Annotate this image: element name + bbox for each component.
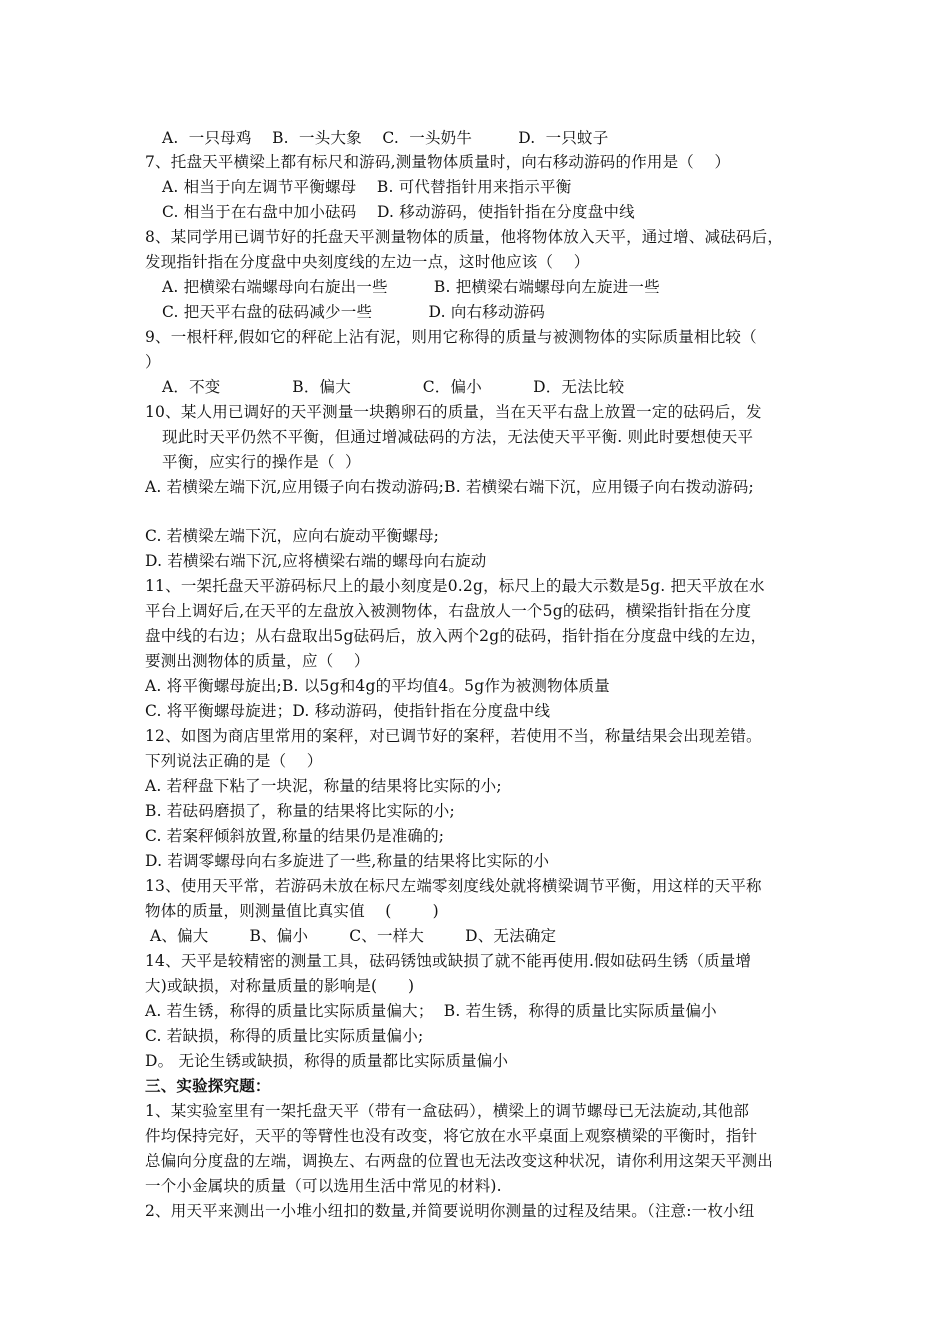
q6-options: A. 一只母鸡 B. 一头大象 C. 一头奶牛 D. 一只蚊子 <box>162 129 609 147</box>
q10-stem-line3: 平衡，应实行的操作是（ ） <box>162 453 361 471</box>
q11-stem-line2: 平台上调好后,在天平的左盘放入被测物体，右盘放人一个5g的砝码，横梁指针指在分度 <box>145 602 752 620</box>
q9-stem-line2: ） <box>145 353 161 371</box>
q7-options-ab: A. 相当于向左调节平衡螺母 B. 可代替指针用来指示平衡 <box>162 178 572 196</box>
q13-stem-line2: 物体的质量，则测量值比真实值 ( ) <box>145 902 439 920</box>
q14-stem-line2: 大)或缺损，对称量质量的影响是( ) <box>145 977 415 995</box>
q12-stem-line2: 下列说法正确的是（ ） <box>145 752 323 770</box>
q14-options-ab: A. 若生锈，称得的质量比实际质量偏大； B. 若生锈，称得的质量比实际质量偏小 <box>145 1002 717 1020</box>
q12-stem-line1: 12、如图为商店里常用的案秤，对已调节好的案秤，若使用不当，称量结果会出现差错。 <box>145 727 762 745</box>
q12-option-c: C. 若案秤倾斜放置,称量的结果仍是准确的; <box>145 827 445 845</box>
section-heading-experiment: 三、实验探究题： <box>145 1076 271 1095</box>
q10-stem-line2: 现此时天平仍然不平衡，但通过增减砝码的方法，无法使天平平衡. 则此时要想使天平 <box>162 428 754 446</box>
q13-options: A、偏大 B、偏小 C、一样大 D、无法确定 <box>150 927 557 945</box>
exp1-line2: 件均保持完好，天平的等臂性也没有改变，将它放在水平桌面上观察横梁的平衡时，指针 <box>145 1127 758 1145</box>
q14-option-d: D。 无论生锈或缺损，称得的质量都比实际质量偏小 <box>145 1052 509 1070</box>
q8-stem-line1: 8、某同学用已调节好的托盘天平测量物体的质量，他将物体放入天平，通过增、减砝码后， <box>145 228 784 246</box>
q8-options-cd: C. 把天平右盘的砝码减少一些 D. 向右移动游码 <box>162 303 546 321</box>
q13-stem-line1: 13、使用天平常，若游码未放在标尺左端零刻度线处就将横梁调节平衡，用这样的天平称 <box>145 877 762 895</box>
exp2-line1: 2、用天平来测出一小堆小纽扣的数量,并简要说明你测量的过程及结果。（注意:一枚小纽 <box>145 1202 755 1220</box>
q8-options-ab: A. 把横梁右端螺母向右旋出一些 B. 把横梁右端螺母向左旋进一些 <box>162 278 660 296</box>
q14-option-c: C. 若缺损，称得的质量比实际质量偏小; <box>145 1027 424 1045</box>
q7-options-cd: C. 相当于在右盘中加小砝码 D. 移动游码，使指针指在分度盘中线 <box>162 203 635 221</box>
q11-options-cd: C. 将平衡螺母旋进；D. 移动游码，使指针指在分度盘中线 <box>145 702 551 720</box>
q11-stem-line3: 盘中线的右边；从右盘取出5g砝码后，放入两个2g的砝码，指针指在分度盘中线的左边， <box>145 627 767 645</box>
exp1-line3: 总偏向分度盘的左端，调换左、右两盘的位置也无法改变这种状况，请你利用这架天平测出 <box>145 1152 774 1170</box>
exp1-line1: 1、某实验室里有一架托盘天平（带有一盒砝码），横梁上的调节螺母已无法旋动,其他部 <box>145 1102 750 1120</box>
q11-options-ab: A. 将平衡螺母旋出;B. 以5g和4g的平均值4。5g作为被测物体质量 <box>145 677 610 695</box>
q10-option-c: C. 若横梁左端下沉，应向右旋动平衡螺母; <box>145 527 440 545</box>
q12-option-a: A. 若秤盘下粘了一块泥，称量的结果将比实际的小; <box>145 777 502 795</box>
q10-option-d: D. 若横梁右端下沉,应将横梁右端的螺母向右旋动 <box>145 552 487 570</box>
q12-option-d: D. 若调零螺母向右多旋进了一些,称量的结果将比实际的小 <box>145 852 550 870</box>
q10-options-ab: A. 若横梁左端下沉,应用镊子向右拨动游码;B. 若横梁右端下沉，应用镊子向右拨动游码; <box>145 478 754 496</box>
q11-stem-line1: 11、一架托盘天平游码标尺上的最小刻度是0.2g，标尺上的最大示数是5g. 把天平放在水 <box>145 577 765 595</box>
q7-stem: 7、托盘天平横梁上都有标尺和游码,测量物体质量时，向右移动游码的作用是（ ） <box>145 153 731 171</box>
q9-stem-line1: 9、一根杆秤,假如它的秤砣上沾有泥，则用它称得的质量与被测物体的实际质量相比较（ <box>145 328 757 346</box>
q9-options: A．不变 B．偏大 C．偏小 D．无法比较 <box>162 378 625 396</box>
q10-stem-line1: 10、某人用已调好的天平测量一块鹅卵石的质量，当在天平右盘上放置一定的砝码后，发 <box>145 403 762 421</box>
q14-stem-line1: 14、天平是较精密的测量工具，砝码锈蚀或缺损了就不能再使用.假如砝码生锈（质量增 <box>145 952 752 970</box>
q8-stem-line2: 发现指针指在分度盘中央刻度线的左边一点，这时他应该（ ） <box>145 253 590 271</box>
q12-option-b: B. 若砝码磨损了，称量的结果将比实际的小; <box>145 802 455 820</box>
q11-stem-line4: 要测出测物体的质量，应（ ） <box>145 652 370 670</box>
exp1-line4: 一个小金属块的质量（可以选用生活中常见的材料). <box>145 1177 502 1195</box>
